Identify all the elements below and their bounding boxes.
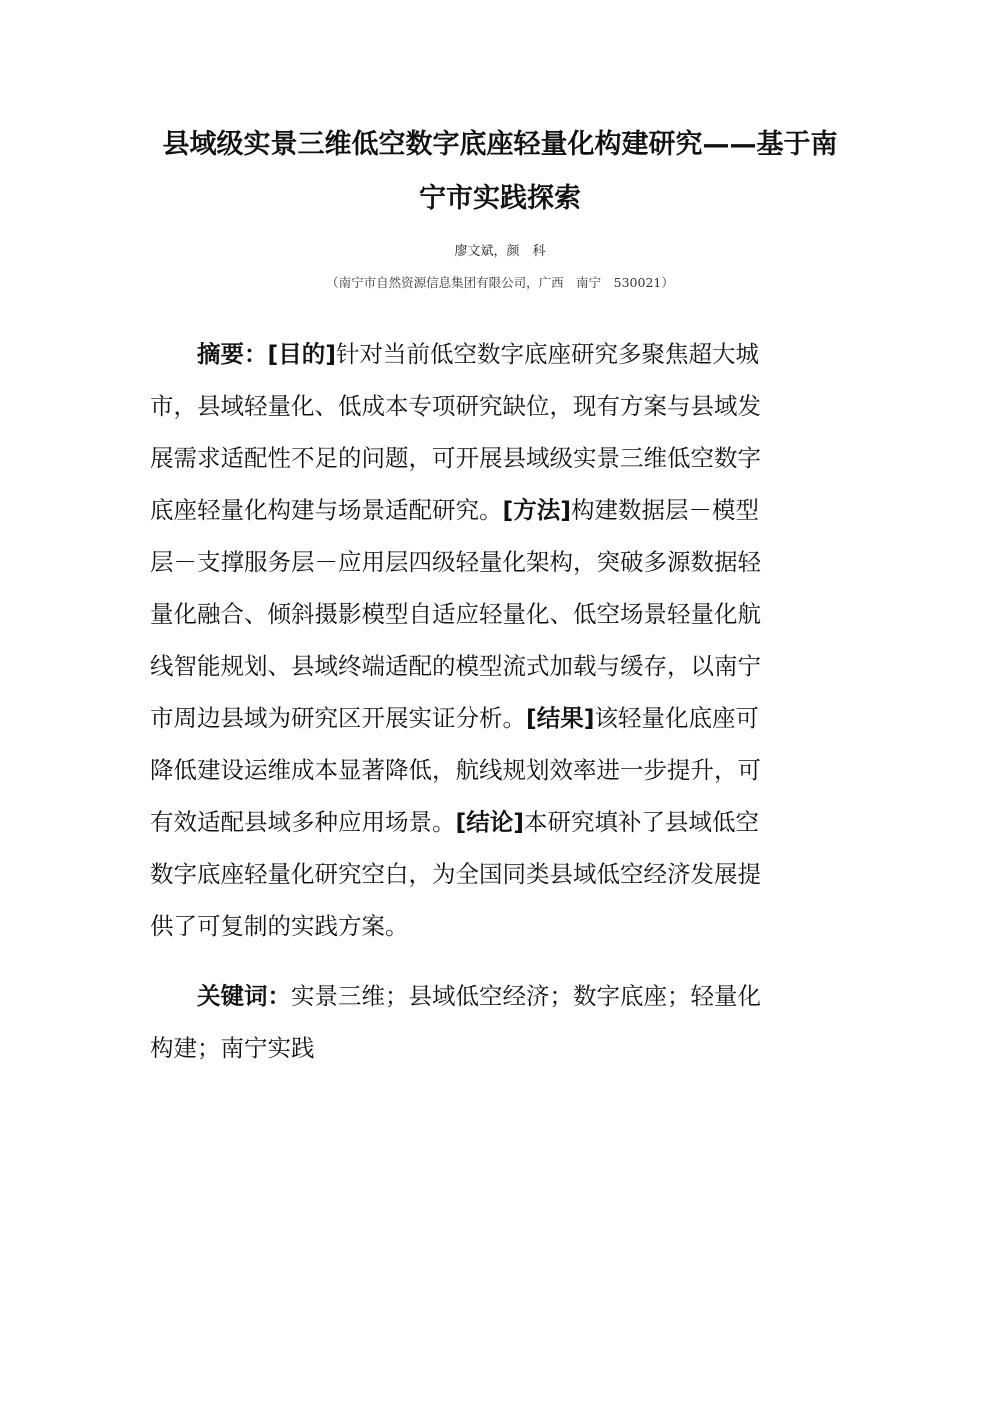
abstract-text: 该轻量化底座可 xyxy=(594,704,759,732)
abstract-text: 针对当前低空数字底座研究多聚焦超大城 xyxy=(335,340,759,368)
author-list: 廖文斌，颜 科 xyxy=(454,244,546,259)
abstract-line-10 xyxy=(150,796,850,848)
abstract-line-2: 市，县域轻量化、低成本专项研究缺位，现有方案与县域发 xyxy=(150,392,761,420)
abstract-label: 摘要： xyxy=(197,340,268,368)
abstract-line-3: 展需求适配性不足的问题，可开展县域级实景三维低空数字 xyxy=(150,444,761,472)
affiliation: （南宁市自然资源信息集团有限公司，广西 南宁 530021） xyxy=(326,275,674,290)
keywords xyxy=(150,970,850,1074)
abstract-tag-objective: [目的] xyxy=(267,340,336,368)
abstract-line-9: 降低建设运维成本显著降低，航线规划效率进一步提升，可 xyxy=(150,756,761,784)
paper-title xyxy=(150,118,850,226)
abstract-line-1 xyxy=(150,328,850,380)
abstract xyxy=(150,328,850,952)
abstract-tag-method: [方法] xyxy=(502,496,571,524)
keywords-line-2: 构建；南宁实践 xyxy=(150,1034,315,1062)
abstract-line-11: 数字底座轻量化研究空白，为全国同类县域低空经济发展提 xyxy=(150,860,761,888)
abstract-tag-result: [结果] xyxy=(526,704,595,732)
abstract-text: 有效适配县域多种应用场景。 xyxy=(150,808,456,836)
keywords-text: 实景三维；县域低空经济；数字底座；轻量化 xyxy=(291,982,761,1010)
abstract-tag-conclusion: [结论] xyxy=(455,808,524,836)
keywords-line-1 xyxy=(150,970,850,1022)
title-line-2: 宁市实践探索 xyxy=(419,183,581,214)
keywords-label: 关键词： xyxy=(197,982,291,1010)
abstract-line-6: 量化融合、倾斜摄影模型自适应轻量化、低空场景轻量化航 xyxy=(150,600,761,628)
abstract-line-4 xyxy=(150,484,850,536)
abstract-text: 本研究填补了县域低空 xyxy=(523,808,759,836)
abstract-line-8 xyxy=(150,692,850,744)
title-line-1: 县域级实景三维低空数字底座轻量化构建研究——基于南 xyxy=(162,129,838,160)
abstract-line-5: 层－支撑服务层－应用层四级轻量化架构，突破多源数据轻 xyxy=(150,548,761,576)
abstract-text: 构建数据层－模型 xyxy=(570,496,759,524)
abstract-text: 市周边县域为研究区开展实证分析。 xyxy=(150,704,526,732)
abstract-text: 底座轻量化构建与场景适配研究。 xyxy=(150,496,503,524)
abstract-line-12: 供了可复制的实践方案。 xyxy=(150,912,409,940)
abstract-line-7: 线智能规划、县域终端适配的模型流式加载与缓存，以南宁 xyxy=(150,652,761,680)
